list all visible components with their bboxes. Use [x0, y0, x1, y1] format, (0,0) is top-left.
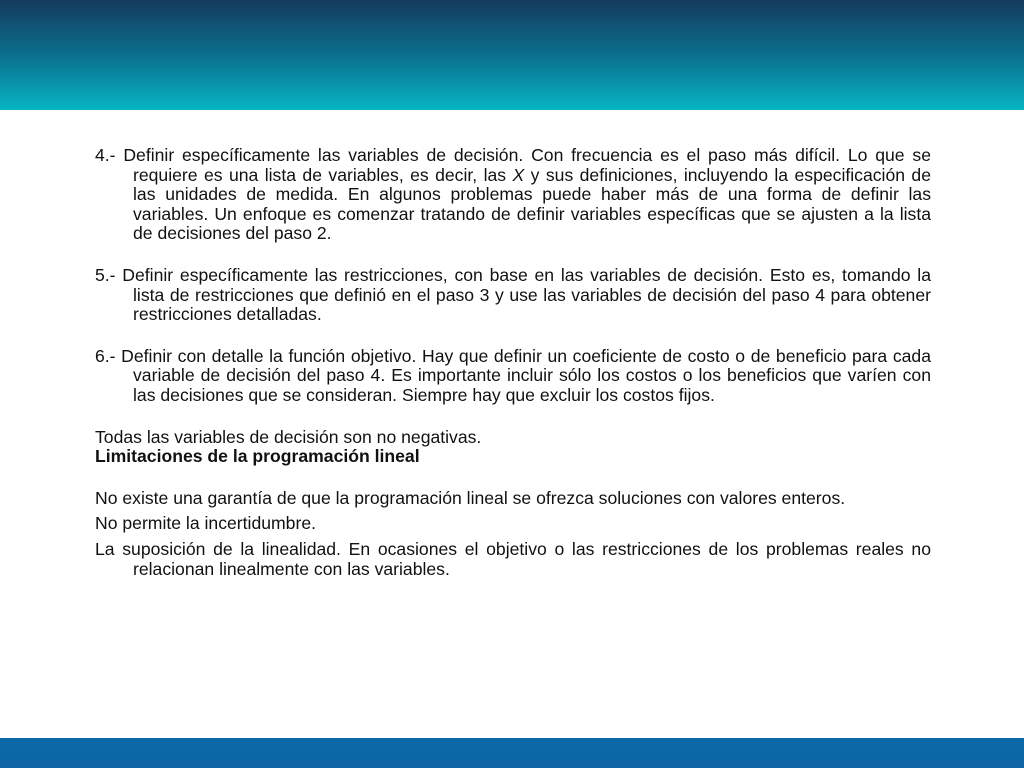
step-4-text-start: 4.- Definir específicamente las variables de decisión. Con frecuencia es el paso más difícil. Lo que se requiere es una lista de variables, es decir, las — [95, 145, 931, 185]
header-band — [0, 0, 1024, 110]
nonnegative-paragraph: Todas las variables de decisión son no negativas. — [95, 426, 482, 447]
limitations-heading: Limitaciones de la programación lineal — [95, 446, 420, 467]
limitation-item: La suposición de la linealidad. En ocasiones el objetivo o las restricciones de los problemas reales no relacionan linealmente con las variables. — [95, 538, 931, 579]
footer-band — [0, 738, 1024, 768]
limitation-item: No existe una garantía de que la programación lineal se ofrezca soluciones con valores enteros. — [95, 487, 846, 508]
step-4-text-end: y sus definiciones, incluyendo la especificación de las unidades de medida. En algunos problemas puede haber más de una forma de definir las variables. Un enfoque es comenzar tratando de definir variables específicas que se ajusten a la lista de decisiones del paso 2. — [133, 164, 931, 244]
step-5-paragraph: 5.- Definir específicamente las restricciones, con base en las variables de decisión. Esto es, tomando la lista de restricciones que definió en el paso 3 y use las variables de decisión del paso 4 para obtener restricciones detalladas. — [95, 264, 931, 325]
x-variable: X — [512, 164, 525, 185]
step-6-paragraph: 6.- Definir con detalle la función objetivo. Hay que definir un coeficiente de costo o de beneficio para cada variable de decisión del paso 4. Es importante incluir sólo los costos o los beneficios que varíen con las decisiones que se consideran. Siempre hay que excluir los costos fijos. — [95, 345, 931, 405]
limitation-item: No permite la incertidumbre. — [95, 513, 316, 534]
step-4-paragraph — [95, 146, 931, 244]
slide-content — [95, 146, 931, 579]
